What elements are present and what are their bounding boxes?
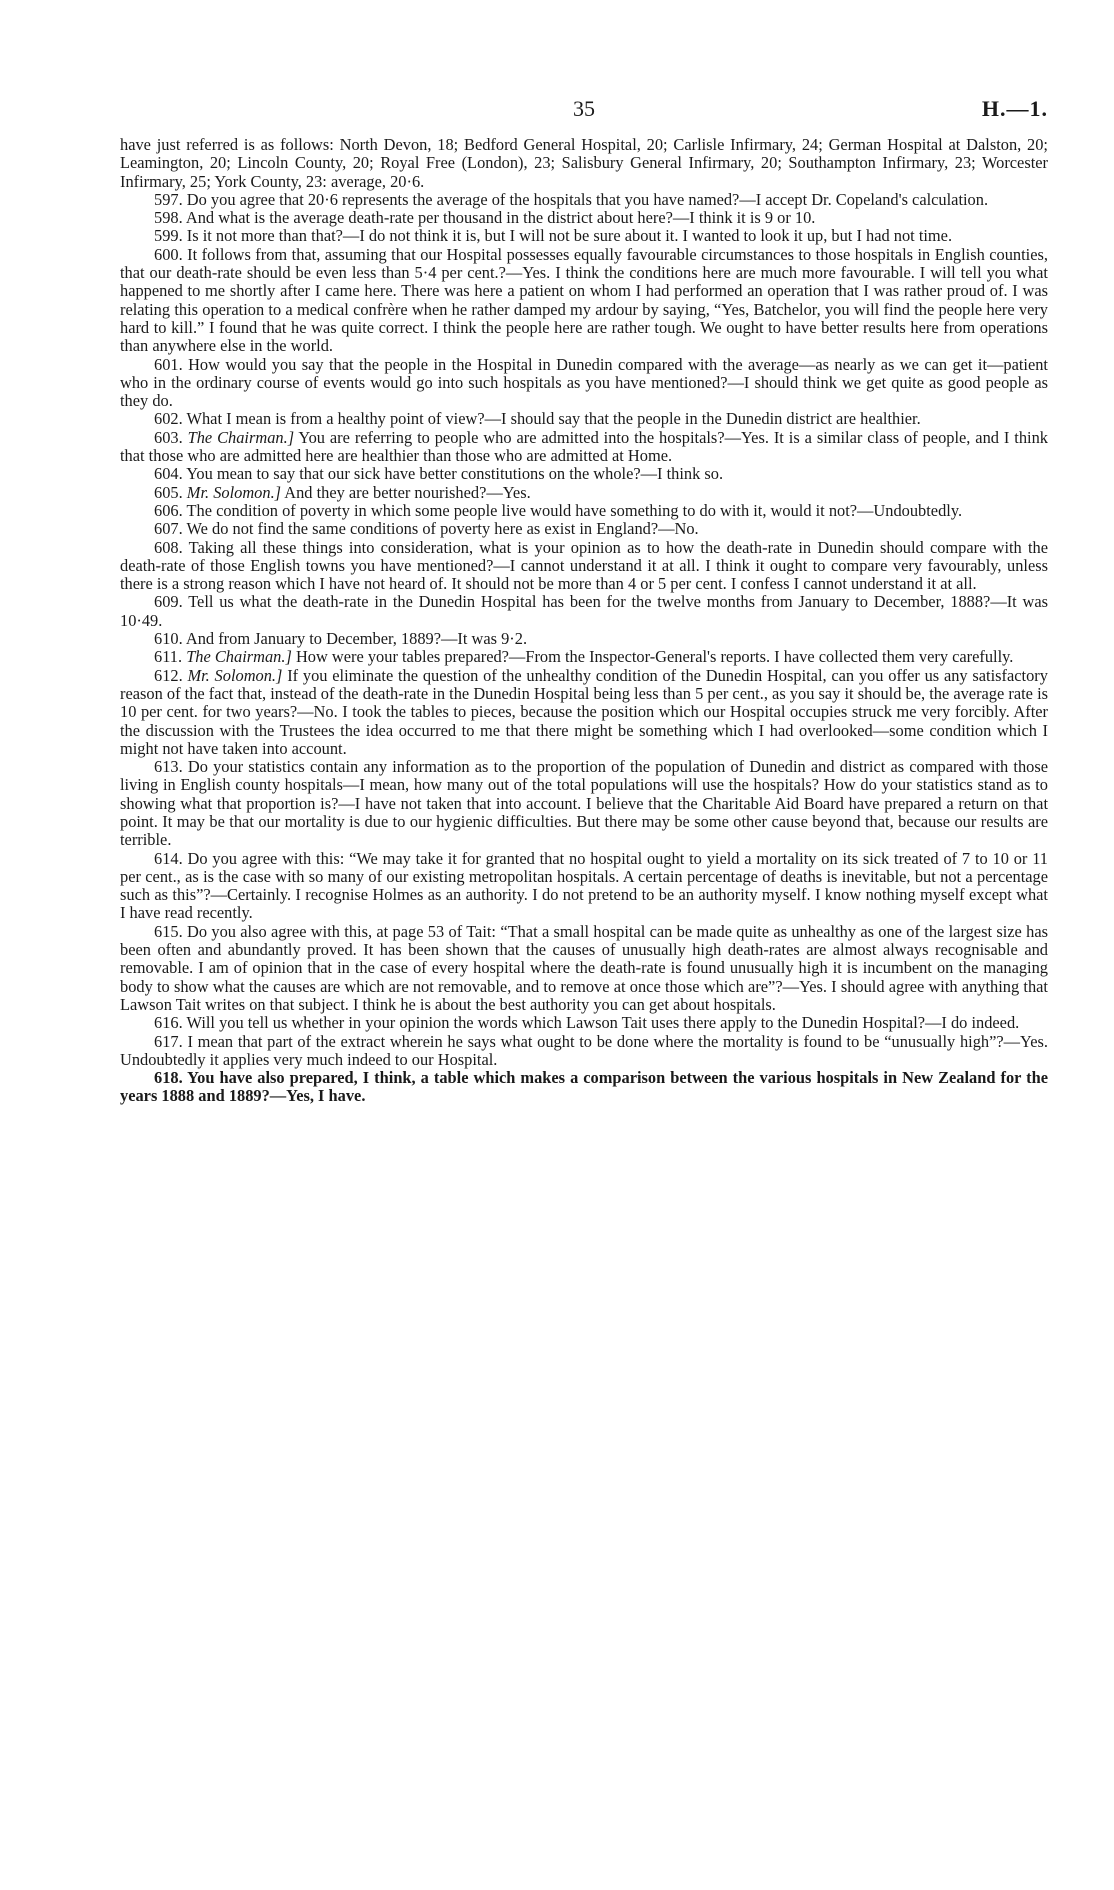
- question-597: [120, 191, 1048, 209]
- question-number: 603.: [154, 427, 183, 447]
- question-614: [120, 850, 1048, 923]
- question-600: [120, 246, 1048, 356]
- paragraph-text: have just referred is as follows: North Devon, 18; Bedford General Hospital, 20; Carlisle Infirmary, 24; German Hospital at Dalston, 20; Leamington, 20; Lincoln County, 20; Royal Free (London), 23; Salisbury General Infirmary, 20; Southampton Infirmary, 23; Worcester Infirmary, 25; York County, 23: average, 20·6.: [120, 135, 1048, 191]
- question-number: 607.: [154, 519, 183, 539]
- question-608: [120, 539, 1048, 594]
- question-615: [120, 923, 1048, 1014]
- question-text: It follows from that, assuming that our Hospital possesses equally favourable circumstances to those hospitals in English counties, that our death-rate should be even less than 5·4 per cent.?—Yes. I think the conditions here are much more favourable. I will tell you what happened to me shortly after I came here. There was here a patient on whom I had performed an operation that I was rather proud of. I was relating this operation to a medical confrère when he rather damped my ardour by saying, “Yes, Batchelor, you will find the people here very hard to kill.” I found that he was quite correct. I think the people here are rather tough. We ought to have better results here from operations than anywhere else in the world.: [120, 244, 1048, 356]
- document-body: [120, 136, 1048, 1106]
- question-text: Is it not more than that?—I do not think it is, but I will not be sure about it. I wanted to look it up, but I had not time.: [186, 226, 953, 246]
- question-text: Do you agree with this: “We may take it for granted that no hospital ought to yield a mortality on its sick treated of 7 to 10 or 11 per cent., as is the case with so many of our existing metropolitan hospitals. A certain percentage of deaths is inevitable, but not a percentage such as this”?—Certainly. I recognise Holmes as an authority. I do not pretend to be an authority myself. I know nothing myself except what I have read recently.: [120, 848, 1048, 923]
- question-number: 601.: [154, 354, 183, 374]
- page-header: [120, 96, 1048, 136]
- question-text: I mean that part of the extract wherein he says what ought to be done where the mortality is found to be “unusually high”?—Yes. Undoubtedly it applies very much indeed to our Hospital.: [120, 1031, 1048, 1069]
- question-602: [120, 410, 1048, 428]
- question-text: What I mean is from a healthy point of view?—I should say that the people in the Dunedin district are healthier.: [186, 409, 921, 429]
- document-page: [120, 96, 1048, 1106]
- question-618: [120, 1069, 1048, 1106]
- speaker-label: Mr. Solomon.]: [187, 665, 283, 685]
- question-text: We do not find the same conditions of poverty here as exist in England?—No.: [186, 519, 699, 539]
- question-text: You mean to say that our sick have better constitutions on the whole?—I think so.: [186, 464, 724, 484]
- question-609: [120, 593, 1048, 630]
- question-613: [120, 758, 1048, 849]
- question-number: 600.: [154, 244, 183, 264]
- speaker-label: The Chairman.]: [187, 427, 295, 447]
- question-text: How were your tables prepared?—From the Inspector-General's reports. I have collected them very carefully.: [295, 647, 1014, 667]
- question-text: The condition of poverty in which some people live would have something to do with it, would it not?—Undoubtedly.: [186, 500, 963, 520]
- question-text: You are referring to people who are admitted into the hospitals?—Yes. It is a similar class of people, and I think that those who are admitted here are healthier than those who are admitted at Home.: [120, 427, 1048, 466]
- question-604: [120, 465, 1048, 483]
- question-text: How would you say that the people in the Hospital in Dunedin compared with the average—as nearly as we can get it—patient who in the ordinary course of events would go into such hospitals as you have mentioned?—I should think we get quite as good people as they do.: [120, 354, 1048, 411]
- document-reference: H.—1.: [981, 96, 1048, 121]
- question-number: 618.: [154, 1068, 183, 1088]
- question-number: 613.: [154, 757, 183, 777]
- question-number: 602.: [154, 409, 183, 429]
- question-number: 616.: [154, 1013, 183, 1033]
- question-598: [120, 209, 1048, 227]
- question-text: Taking all these things into consideration, what is your opinion as to how the death-rate in Dunedin should compare with the death-rate of those English towns you have mentioned?—I cannot understand it at all. I think it ought to compare very favourably, unless there is a strong reason which I have not heard of. It should not be more than 4 or 5 per cent. I confess I cannot understand it at all.: [120, 537, 1048, 594]
- question-599: [120, 227, 1048, 245]
- page-number: 35: [573, 96, 595, 121]
- question-text: And they are better nourished?—Yes.: [284, 482, 531, 502]
- question-text: Do your statistics contain any information as to the proportion of the population of Dunedin and district as compared with those living in English county hospitals—I mean, how many out of the total populations will use the hospitals? How do your statistics stand as to showing what that proportion is?—I have not taken that into account. I believe that the Charitable Aid Board have prepared a return on that point. It may be that our mortality is due to our hygienic difficulties. But there may be some other cause beyond that, because our results are terrible.: [120, 757, 1048, 850]
- question-text: You have also prepared, I think, a table which makes a comparison between the various hospitals in New Zealand for the years 1888 and 1889?—Yes, I have.: [120, 1068, 1048, 1106]
- speaker-label: Mr. Solomon.]: [186, 482, 282, 502]
- question-number: 609.: [154, 592, 183, 612]
- question-612: [120, 667, 1048, 758]
- question-605: [120, 484, 1048, 502]
- question-text: Do you also agree with this, at page 53 of Tait: “That a small hospital can be made quite as unhealthy as one of the largest size has been often and abundantly proved. It has been shown that the causes of unusually high death-rates are almost always recognisable and removable. I am of opinion that in the case of every hospital where the death-rate is found unusually high it is incumbent on the managing body to show what the causes are which are not removable, and to remove at once those which are”?—Yes. I should agree with anything that Lawson Tait writes on that subject. I think he is about the best authority you can get about hospitals.: [120, 921, 1048, 1014]
- question-607: [120, 520, 1048, 538]
- question-611: [120, 648, 1048, 666]
- question-number: 606.: [154, 500, 183, 520]
- question-number: 615.: [154, 921, 183, 941]
- question-603: [120, 429, 1048, 466]
- question-text: Tell us what the death-rate in the Dunedin Hospital has been for the twelve months from January to December, 1888?—It was 10·49.: [120, 592, 1048, 630]
- question-number: 598.: [154, 208, 183, 228]
- question-number: 605.: [154, 482, 183, 502]
- question-number: 610.: [154, 629, 183, 649]
- question-text: Will you tell us whether in your opinion the words which Lawson Tait uses there apply to the Dunedin Hospital?—I do indeed.: [186, 1013, 1020, 1033]
- speaker-label: The Chairman.]: [186, 647, 292, 667]
- question-610: [120, 630, 1048, 648]
- question-text: And from January to December, 1889?—It was 9·2.: [185, 629, 528, 649]
- question-number: 612.: [154, 665, 183, 685]
- question-text: If you eliminate the question of the unhealthy condition of the Dunedin Hospital, can you offer us any satisfactory reason of the fact that, instead of the death-rate in the Dunedin Hospital being less than 5 per cent., as you say it should be, the average rate is 10 per cent. for two years?—No. I took the tables to pieces, because the position which our Hospital occupies struck me very forcibly. After the discussion with the Trustees the idea occurred to me that there might be something which I had overlooked—some condition which I might not have taken into account.: [120, 665, 1048, 758]
- question-text: Do you agree that 20·6 represents the average of the hospitals that you have named?—I accept Dr. Copeland's calculation.: [186, 189, 989, 209]
- question-number: 608.: [154, 537, 183, 557]
- question-601: [120, 356, 1048, 411]
- question-617: [120, 1033, 1048, 1070]
- question-text: And what is the average death-rate per thousand in the district about here?—I think it is 9 or 10.: [185, 208, 816, 228]
- question-number: 597.: [154, 189, 183, 209]
- question-606: [120, 502, 1048, 520]
- question-616: [120, 1014, 1048, 1032]
- question-number: 614.: [154, 848, 183, 868]
- question-number: 604.: [154, 464, 183, 484]
- question-number: 599.: [154, 226, 183, 246]
- question-number: 617.: [154, 1031, 183, 1051]
- paragraph: [120, 136, 1048, 191]
- question-number: 611.: [154, 647, 183, 667]
